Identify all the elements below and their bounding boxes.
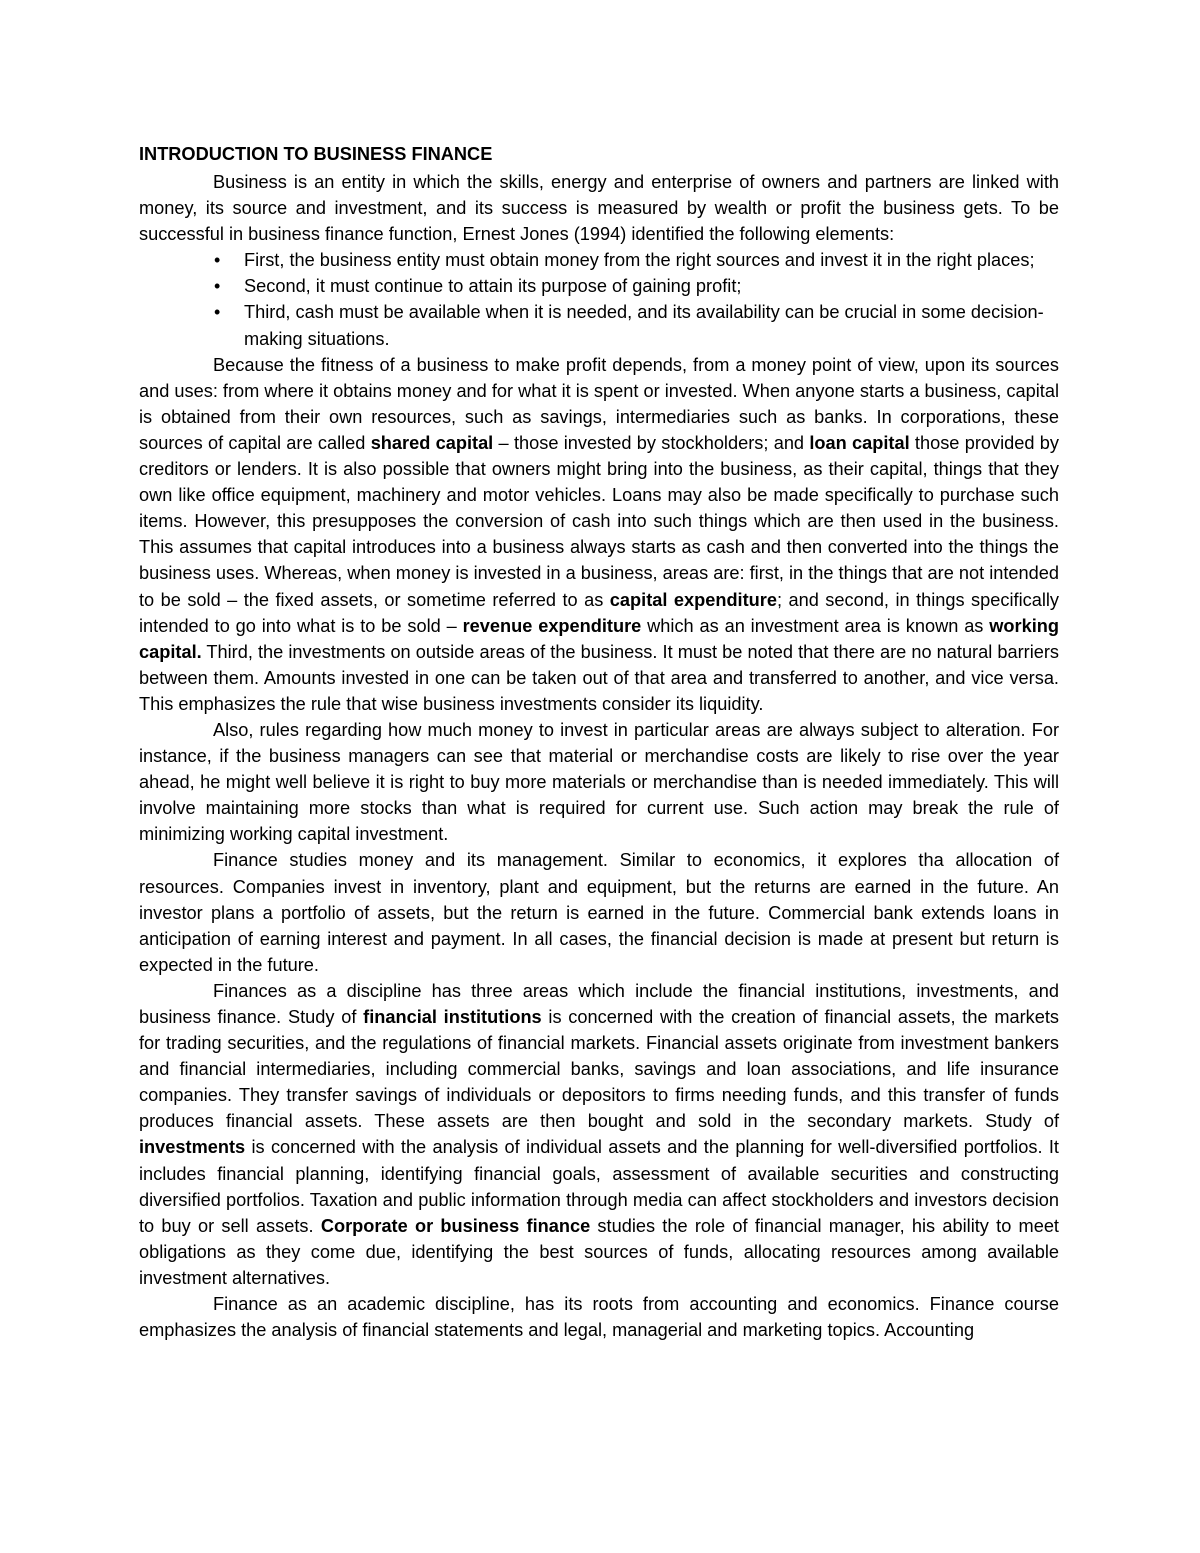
list-item — [214, 299, 1059, 351]
text-run: which as an investment area is known as — [641, 615, 990, 636]
term-working-capital: working capital. — [139, 615, 1060, 662]
list-item — [214, 273, 1059, 299]
text-run: studies the role of financial manager, his ability to meet obligations as they come due, identifying the best sources of funds, allocating resources among available investment alternatives. — [139, 1215, 1059, 1288]
list-item-text: First, the business entity must obtain money from the right sources and invest it in the right places; — [244, 250, 1035, 271]
paragraph-three-areas — [139, 978, 1059, 1291]
list-item — [214, 247, 1059, 273]
bullet-icon: • — [214, 250, 221, 271]
term-revenue-expenditure: revenue expenditure — [462, 615, 642, 636]
document-page — [139, 140, 1059, 1343]
paragraph-sources-uses — [139, 352, 1059, 717]
paragraph-finance-studies: Finance studies money and its management. Similar to economics, it explores tha allocation of resources. Companies invest in inventory, plant and equipment, but the returns are earned in the future. An investor plans a portfolio of assets, but the return is earned in the future. Commercial bank extends loans in anticipation of earning interest and payment. In all cases, the financial decision is made at present but return is expected in the future. — [139, 850, 1059, 975]
bullet-icon: • — [214, 276, 221, 297]
paragraph-rules: Also, rules regarding how much money to invest in particular areas are always subject to alteration. For instance, if the business managers can see that material or merchandise costs are likely to rise over the year ahead, he might well believe it is right to buy more materials or merchandise than is needed immediately. This will involve maintaining more stocks than what is required for current use. Such action may break the rule of minimizing working capital investment. — [139, 719, 1059, 845]
document-title: INTRODUCTION TO BUSINESS FINANCE — [139, 144, 493, 164]
text-run: Because the fitness of a business to make profit depends, from a money point of view, upon its sources and uses: from where it obtains money and for what it is spent or invested. When anyone starts a business, capital is obtained from their own resources, such as savings, intermediaries such as banks. In corporations, these sources of capital are called — [139, 354, 1059, 453]
term-financial-institutions: financial institutions — [363, 1007, 542, 1027]
text-run: – those invested by stockholders; and — [493, 432, 810, 453]
list-item-text: Third, cash must be available when it is needed, and its availability can be crucial in some decision-making situations. — [244, 302, 1044, 349]
list-item-text: Second, it must continue to attain its purpose of gaining profit; — [244, 276, 742, 297]
text-run: those provided by creditors or lenders. It is also possible that owners might bring into the business, as their capital, things that they own like office equipment, machinery and motor vehicles. Loans may also be made specifically to purchase such items. However, this presupposes the conversion of cash into such things which are then used in the business. This assumes that capital introduces into a business always starts as cash and then converted into the things the business uses. Whereas, when money is invested in a business, areas are: first, in the things that are not intended to be sold – the fixed assets, or sometime referred to as — [139, 432, 1059, 610]
term-capital-expenditure: capital expenditure — [609, 589, 777, 610]
paragraph-academic-discipline: Finance as an academic discipline, has its roots from accounting and economics. Finance course emphasizes the analysis of financial statements and legal, managerial and marketing topics. Accounting — [139, 1294, 1059, 1341]
term-corporate-finance: Corporate or business finance — [320, 1215, 591, 1236]
elements-list — [139, 247, 1059, 351]
text-run: Third, the investments on outside areas of the business. It must be noted that there are no natural barriers between them. Amounts invested in one can be taken out of that area and transferred to another, and vice versa. This emphasizes the rule that wise business investments consider its liquidity. — [139, 641, 1059, 714]
text-run: ; and second, in things specifically intended to go into what is to be sold – — [139, 589, 1059, 636]
term-investments: investments — [139, 1137, 246, 1158]
text-run: is concerned with the analysis of individual assets and the planning for well-diversified portfolios. It includes financial planning, identifying financial goals, assessment of available securities and constructing diversified portfolios. Taxation and public information through media can affect stockholders and investors decision to buy or sell assets. — [139, 1137, 1059, 1236]
text-run: is concerned with the creation of financial assets, the markets for trading securities, and the regulations of financial markets. Financial assets originate from investment bankers and financial intermediaries, including commercial banks, savings and loan associations, and life insurance companies. They transfer savings of individuals or depositors to firms needing funds, and this transfer of funds produces financial assets. These assets are then bought and sold in the secondary markets. Study of — [139, 1007, 1059, 1132]
text-run: Finances as a discipline has three areas which include the financial institutions, investments, and business finance. Study of — [139, 980, 1059, 1027]
term-shared-capital: shared capital — [370, 432, 494, 453]
term-loan-capital: loan capital — [809, 432, 910, 453]
bullet-icon: • — [214, 302, 221, 323]
paragraph-intro: Business is an entity in which the skills, energy and enterprise of owners and partners are linked with money, its source and investment, and its success is measured by wealth or profit the business gets. To be successful in business finance function, Ernest Jones (1994) identified the following elements: — [139, 172, 1059, 245]
